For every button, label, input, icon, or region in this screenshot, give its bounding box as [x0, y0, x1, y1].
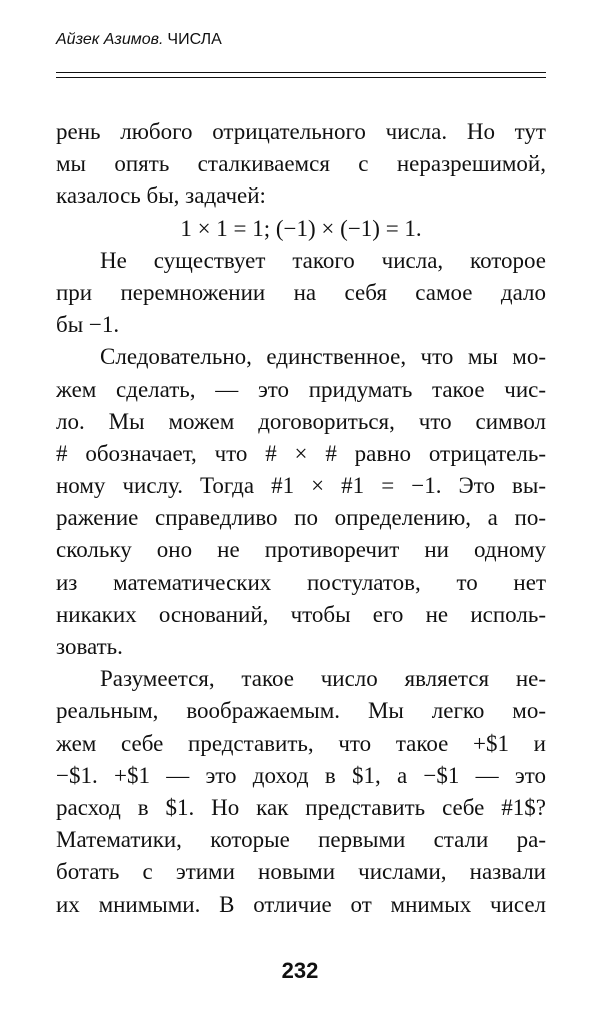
- text-line: их мнимыми. В отличие от мнимых чисел: [56, 891, 546, 917]
- text-line: расход в $1. Но как представить себе #1$?: [56, 794, 546, 820]
- page-number: 232: [281, 958, 319, 983]
- running-head-author: Айзек Азимов.: [56, 31, 164, 48]
- text-line: Не существует такого числа, которое: [100, 247, 546, 273]
- formula-line: 1 × 1 = 1; (−1) × (−1) = 1.: [180, 215, 422, 241]
- running-head-book-title: ЧИСЛА: [167, 31, 222, 48]
- text-line: мы опять сталкиваемся с неразрешимой,: [56, 151, 546, 177]
- text-line: казалось бы, задачей:: [56, 183, 266, 209]
- text-line: −$1. +$1 — это доход в $1, а −$1 — это: [56, 762, 546, 788]
- text-line: ражение справедливо по определению, а по-: [56, 505, 546, 531]
- running-head: [56, 30, 222, 50]
- text-line: реальным, воображаемым. Мы легко мо-: [56, 698, 546, 724]
- text-line: при перемножении на себя самое дало: [56, 279, 546, 305]
- text-line: ному числу. Тогда #1 × #1 = −1. Это вы-: [56, 473, 546, 499]
- text-line: Следовательно, единственное, что мы мо-: [100, 344, 546, 370]
- text-line: скольку оно не противоречит ни одному: [56, 537, 546, 563]
- text-line: жем себе представить, что такое +$1 и: [56, 730, 546, 756]
- header-rule-bottom: [56, 77, 546, 78]
- text-line: зовать.: [56, 634, 123, 659]
- text-line: ло. Мы можем договориться, что символ: [56, 408, 546, 434]
- text-line: # обозначает, что # × # равно отрицатель-: [56, 440, 546, 466]
- header-rule-top: [56, 72, 546, 73]
- text-line: бы −1.: [56, 312, 120, 338]
- text-line: рень любого отрицательного числа. Но тут: [56, 119, 546, 144]
- text-line: из математических постулатов, то нет: [56, 569, 546, 595]
- body-text: [56, 116, 546, 921]
- text-line: жем сделать, — это придумать такое чис-: [56, 376, 546, 402]
- text-line: Разумеется, такое число является не-: [100, 666, 546, 692]
- text-line: ботать с этими новыми числами, назвали: [56, 859, 546, 885]
- text-line: никаких оснований, чтобы его не исполь-: [56, 601, 546, 627]
- text-line: Математики, которые первыми стали ра-: [56, 827, 546, 853]
